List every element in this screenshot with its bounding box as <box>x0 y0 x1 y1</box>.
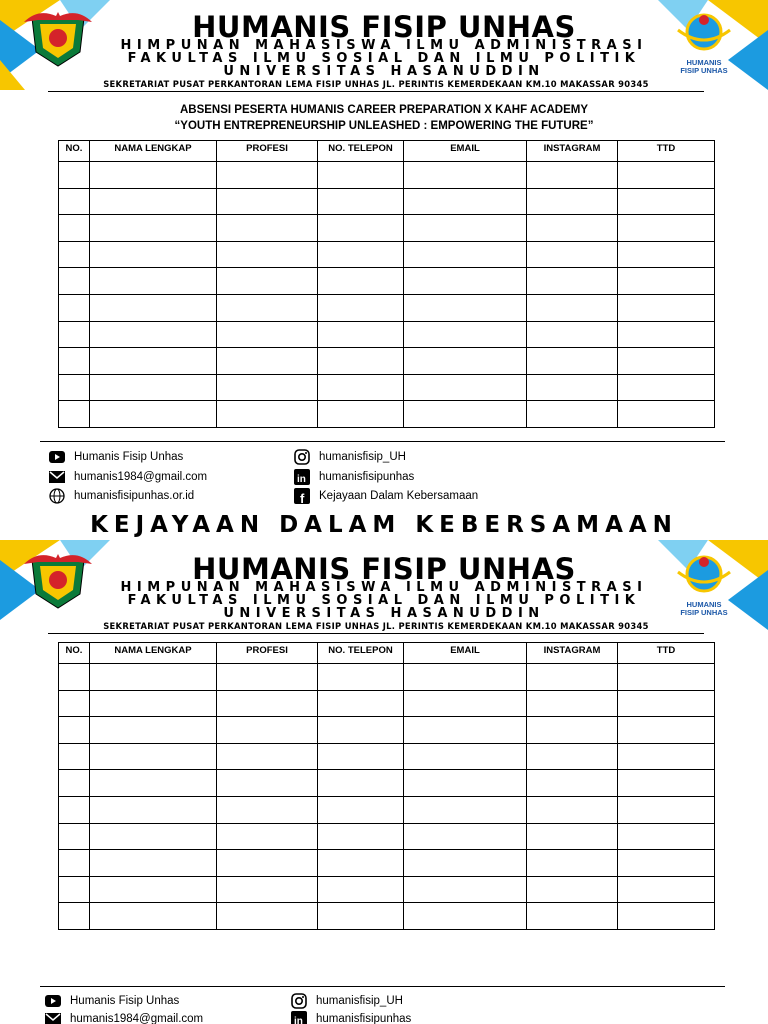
contact-facebook[interactable] <box>293 489 478 503</box>
table-cell[interactable] <box>318 743 404 770</box>
youtube-label: Humanis Fisip Unhas <box>70 995 180 1007</box>
org-title: HUMANIS FISIP UNHAS <box>192 10 576 44</box>
badge-line-2: FISIP UNHAS <box>680 66 728 75</box>
table-cell[interactable] <box>217 850 318 877</box>
mail-icon <box>48 470 66 484</box>
footer-divider <box>40 441 725 442</box>
youtube-label: Humanis Fisip Unhas <box>74 451 184 463</box>
table-row <box>59 162 715 189</box>
table-row <box>59 850 715 877</box>
table-cell[interactable] <box>217 241 318 268</box>
table-cell[interactable] <box>404 162 527 189</box>
mail-icon <box>44 1012 62 1024</box>
col-instagram: INSTAGRAM <box>527 643 618 664</box>
table-cell[interactable] <box>318 796 404 823</box>
table-cell[interactable] <box>59 876 90 903</box>
table-cell[interactable] <box>90 823 217 850</box>
table-cell[interactable] <box>90 188 217 215</box>
table-cell[interactable] <box>618 717 715 744</box>
table-cell[interactable] <box>618 321 715 348</box>
table-cell[interactable] <box>90 690 217 717</box>
email-label: humanis1984@gmail.com <box>74 471 208 483</box>
table-cell[interactable] <box>217 268 318 295</box>
table-cell[interactable] <box>318 268 404 295</box>
table-cell[interactable] <box>618 162 715 189</box>
table-cell[interactable] <box>404 241 527 268</box>
table-cell[interactable] <box>59 690 90 717</box>
table-cell[interactable] <box>618 348 715 375</box>
table-cell[interactable] <box>318 903 404 930</box>
table-cell[interactable] <box>90 903 217 930</box>
table-cell[interactable] <box>59 241 90 268</box>
table-cell[interactable] <box>59 374 90 401</box>
table-cell[interactable] <box>318 374 404 401</box>
table-cell[interactable] <box>217 690 318 717</box>
table-cell[interactable] <box>59 664 90 691</box>
table-cell[interactable] <box>618 796 715 823</box>
contact-linkedin[interactable] <box>290 1012 411 1024</box>
table-cell[interactable] <box>527 401 618 428</box>
facebook-label: Kejayaan Dalam Kebersamaan <box>319 490 479 502</box>
table-body <box>59 162 715 428</box>
table-cell[interactable] <box>527 664 618 691</box>
document-title: ABSENSI PESERTA HUMANIS CAREER PREPARATION X KAHF ACADEMY <box>179 104 589 116</box>
org-line-1: HIMPUNAN MAHASISWA ILMU ADMINISTRASI <box>120 38 648 53</box>
col-name: NAMA LENGKAP <box>90 141 217 162</box>
table-cell[interactable] <box>527 796 618 823</box>
table-cell[interactable] <box>217 348 318 375</box>
table-cell[interactable] <box>217 401 318 428</box>
table-cell[interactable] <box>404 823 527 850</box>
table-cell[interactable] <box>404 743 527 770</box>
table-cell[interactable] <box>217 903 318 930</box>
table-cell[interactable] <box>318 321 404 348</box>
contact-instagram[interactable] <box>290 994 403 1008</box>
table-row <box>59 215 715 242</box>
table-cell[interactable] <box>527 241 618 268</box>
table-cell[interactable] <box>59 162 90 189</box>
table-cell[interactable] <box>618 374 715 401</box>
table-cell[interactable] <box>90 717 217 744</box>
table-cell[interactable] <box>90 770 217 797</box>
table-cell[interactable] <box>618 743 715 770</box>
linkedin-icon <box>290 1012 308 1024</box>
table-cell[interactable] <box>404 717 527 744</box>
table-cell[interactable] <box>618 823 715 850</box>
table-row <box>59 374 715 401</box>
instagram-icon <box>293 450 311 464</box>
attendance-table <box>58 140 715 428</box>
org-line-2: FAKULTAS ILMU SOSIAL DAN ILMU POLITIK <box>127 51 641 66</box>
linkedin-label: humanisfisipunhas <box>319 471 415 483</box>
table-cell[interactable] <box>90 850 217 877</box>
table-cell[interactable] <box>90 876 217 903</box>
table-cell[interactable] <box>527 903 618 930</box>
table-cell[interactable] <box>404 876 527 903</box>
col-name: NAMA LENGKAP <box>90 643 217 664</box>
table-cell[interactable] <box>217 188 318 215</box>
badge-line-2: FISIP UNHAS <box>680 608 728 617</box>
table-row <box>59 690 715 717</box>
table-cell[interactable] <box>404 348 527 375</box>
footer-divider <box>40 986 725 987</box>
facebook-icon <box>293 489 311 503</box>
website-label: humanisfisipunhas.or.id <box>74 490 195 502</box>
table-cell[interactable] <box>618 401 715 428</box>
table-row <box>59 348 715 375</box>
table-cell[interactable] <box>217 876 318 903</box>
col-profession: PROFESI <box>217 643 318 664</box>
table-cell[interactable] <box>90 374 217 401</box>
col-signature: TTD <box>618 643 715 664</box>
table-cell[interactable] <box>404 796 527 823</box>
table-cell[interactable] <box>618 903 715 930</box>
col-no: NO. <box>59 141 90 162</box>
table-cell[interactable] <box>318 188 404 215</box>
table-cell[interactable] <box>527 294 618 321</box>
table-cell[interactable] <box>90 664 217 691</box>
table-cell[interactable] <box>217 717 318 744</box>
table-cell[interactable] <box>527 348 618 375</box>
table-cell[interactable] <box>318 294 404 321</box>
col-no: NO. <box>59 643 90 664</box>
org-line-2: FAKULTAS ILMU SOSIAL DAN ILMU POLITIK <box>127 593 641 608</box>
table-cell[interactable] <box>59 796 90 823</box>
col-phone: NO. TELEPON <box>318 643 404 664</box>
table-cell[interactable] <box>527 374 618 401</box>
table-cell[interactable] <box>59 770 90 797</box>
table-cell[interactable] <box>404 321 527 348</box>
table-row <box>59 903 715 930</box>
table-cell[interactable] <box>527 215 618 242</box>
table-cell[interactable] <box>318 401 404 428</box>
table-row <box>59 664 715 691</box>
table-cell[interactable] <box>217 796 318 823</box>
instagram-label: humanisfisip_UH <box>319 451 406 463</box>
table-cell[interactable] <box>527 743 618 770</box>
table-row <box>59 268 715 295</box>
table-cell[interactable] <box>59 268 90 295</box>
table-cell[interactable] <box>90 401 217 428</box>
contact-youtube[interactable] <box>48 450 183 464</box>
table-cell[interactable] <box>90 796 217 823</box>
table-cell[interactable] <box>90 321 217 348</box>
org-line-1: HIMPUNAN MAHASISWA ILMU ADMINISTRASI <box>120 580 648 595</box>
org-line-3: UNIVERSITAS HASANUDDIN <box>223 606 545 621</box>
table-cell[interactable] <box>59 823 90 850</box>
table-row <box>59 321 715 348</box>
table-cell[interactable] <box>618 215 715 242</box>
table-cell[interactable] <box>318 241 404 268</box>
table-row <box>59 796 715 823</box>
org-line-3: UNIVERSITAS HASANUDDIN <box>223 64 545 79</box>
email-label: humanis1984@gmail.com <box>70 1013 204 1024</box>
table-cell[interactable] <box>217 294 318 321</box>
contact-youtube[interactable] <box>44 994 179 1008</box>
linkedin-icon <box>293 470 311 484</box>
table-row <box>59 717 715 744</box>
table-cell[interactable] <box>527 690 618 717</box>
table-cell[interactable] <box>217 743 318 770</box>
table-row <box>59 294 715 321</box>
col-profession: PROFESI <box>217 141 318 162</box>
table-cell[interactable] <box>618 188 715 215</box>
table-cell[interactable] <box>618 294 715 321</box>
table-row <box>59 241 715 268</box>
table-cell[interactable] <box>404 268 527 295</box>
table-cell[interactable] <box>618 850 715 877</box>
svg-text:in: in <box>294 1016 303 1024</box>
table-cell[interactable] <box>404 850 527 877</box>
youtube-icon <box>48 450 66 464</box>
table-cell[interactable] <box>59 348 90 375</box>
table-cell[interactable] <box>318 717 404 744</box>
col-email: EMAIL <box>404 643 527 664</box>
table-header-row <box>59 141 715 162</box>
table-cell[interactable] <box>90 743 217 770</box>
table-cell[interactable] <box>404 215 527 242</box>
table-cell[interactable] <box>618 241 715 268</box>
table-cell[interactable] <box>217 215 318 242</box>
instagram-icon <box>290 994 308 1008</box>
badge-line-1: HUMANIS <box>686 600 722 609</box>
table-cell[interactable] <box>618 664 715 691</box>
table-cell[interactable] <box>618 268 715 295</box>
table-cell[interactable] <box>217 770 318 797</box>
table-cell[interactable] <box>90 348 217 375</box>
table-cell[interactable] <box>59 401 90 428</box>
table-cell[interactable] <box>90 162 217 189</box>
attendance-sheet-bottom <box>0 540 768 1024</box>
table-row <box>59 876 715 903</box>
address-line: SEKRETARIAT PUSAT PERKANTORAN LEMA FISIP UNHAS JL. PERINTIS KEMERDEKAAN KM.10 MAKASSAR 90345 <box>48 621 704 634</box>
col-email: EMAIL <box>404 141 527 162</box>
table-cell[interactable] <box>90 294 217 321</box>
table-row <box>59 188 715 215</box>
table-cell[interactable] <box>318 823 404 850</box>
address-line: SEKRETARIAT PUSAT PERKANTORAN LEMA FISIP UNHAS JL. PERINTIS KEMERDEKAAN KM.10 MAKASSAR 90345 <box>48 79 704 92</box>
contact-instagram[interactable] <box>293 450 406 464</box>
table-cell[interactable] <box>90 215 217 242</box>
table-cell[interactable] <box>217 321 318 348</box>
table-cell[interactable] <box>527 717 618 744</box>
col-instagram: INSTAGRAM <box>527 141 618 162</box>
table-cell[interactable] <box>318 850 404 877</box>
table-cell[interactable] <box>527 188 618 215</box>
svg-text:f: f <box>300 491 305 504</box>
slogan-banner: KEJAYAAN DALAM KEBERSAMAAN <box>90 512 678 538</box>
col-signature: TTD <box>618 141 715 162</box>
table-cell[interactable] <box>318 348 404 375</box>
table-cell[interactable] <box>527 268 618 295</box>
table-cell[interactable] <box>318 770 404 797</box>
table-cell[interactable] <box>90 241 217 268</box>
table-cell[interactable] <box>59 215 90 242</box>
contact-email[interactable] <box>44 1012 203 1024</box>
contact-website[interactable] <box>48 489 194 503</box>
table-cell[interactable] <box>217 823 318 850</box>
col-phone: NO. TELEPON <box>318 141 404 162</box>
table-cell[interactable] <box>618 770 715 797</box>
table-cell[interactable] <box>217 374 318 401</box>
badge-line-1: HUMANIS <box>686 58 722 67</box>
table-cell[interactable] <box>618 876 715 903</box>
table-cell[interactable] <box>404 188 527 215</box>
table-cell[interactable] <box>404 690 527 717</box>
linkedin-label: humanisfisipunhas <box>316 1013 412 1024</box>
table-cell[interactable] <box>59 294 90 321</box>
table-cell[interactable] <box>217 664 318 691</box>
table-cell[interactable] <box>527 770 618 797</box>
table-cell[interactable] <box>404 903 527 930</box>
table-cell[interactable] <box>527 321 618 348</box>
table-cell[interactable] <box>59 717 90 744</box>
table-header-row <box>59 643 715 664</box>
table-cell[interactable] <box>318 162 404 189</box>
table-cell[interactable] <box>318 664 404 691</box>
table-cell[interactable] <box>318 876 404 903</box>
org-title: HUMANIS FISIP UNHAS <box>192 552 576 586</box>
table-cell[interactable] <box>527 823 618 850</box>
table-body <box>59 664 715 930</box>
table-cell[interactable] <box>318 690 404 717</box>
table-cell[interactable] <box>217 162 318 189</box>
instagram-label: humanisfisip_UH <box>316 995 403 1007</box>
table-cell[interactable] <box>404 294 527 321</box>
globe-icon <box>48 489 66 503</box>
table-cell[interactable] <box>527 162 618 189</box>
table-row <box>59 401 715 428</box>
table-cell[interactable] <box>318 215 404 242</box>
table-cell[interactable] <box>59 188 90 215</box>
svg-text:in: in <box>297 474 306 485</box>
youtube-icon <box>44 994 62 1008</box>
table-cell[interactable] <box>527 850 618 877</box>
table-cell[interactable] <box>59 903 90 930</box>
table-cell[interactable] <box>404 664 527 691</box>
table-cell[interactable] <box>404 401 527 428</box>
document-subtitle: “YOUTH ENTREPRENEURSHIP UNLEASHED : EMPOWERING THE FUTURE” <box>174 120 594 132</box>
table-cell[interactable] <box>90 268 217 295</box>
table-row <box>59 770 715 797</box>
table-cell[interactable] <box>59 743 90 770</box>
table-cell[interactable] <box>527 876 618 903</box>
contact-email[interactable] <box>48 470 207 484</box>
table-cell[interactable] <box>404 374 527 401</box>
table-row <box>59 743 715 770</box>
table-cell[interactable] <box>618 690 715 717</box>
table-cell[interactable] <box>404 770 527 797</box>
contact-linkedin[interactable] <box>293 470 414 484</box>
table-cell[interactable] <box>59 321 90 348</box>
table-row <box>59 823 715 850</box>
table-cell[interactable] <box>59 850 90 877</box>
attendance-table <box>58 642 715 930</box>
